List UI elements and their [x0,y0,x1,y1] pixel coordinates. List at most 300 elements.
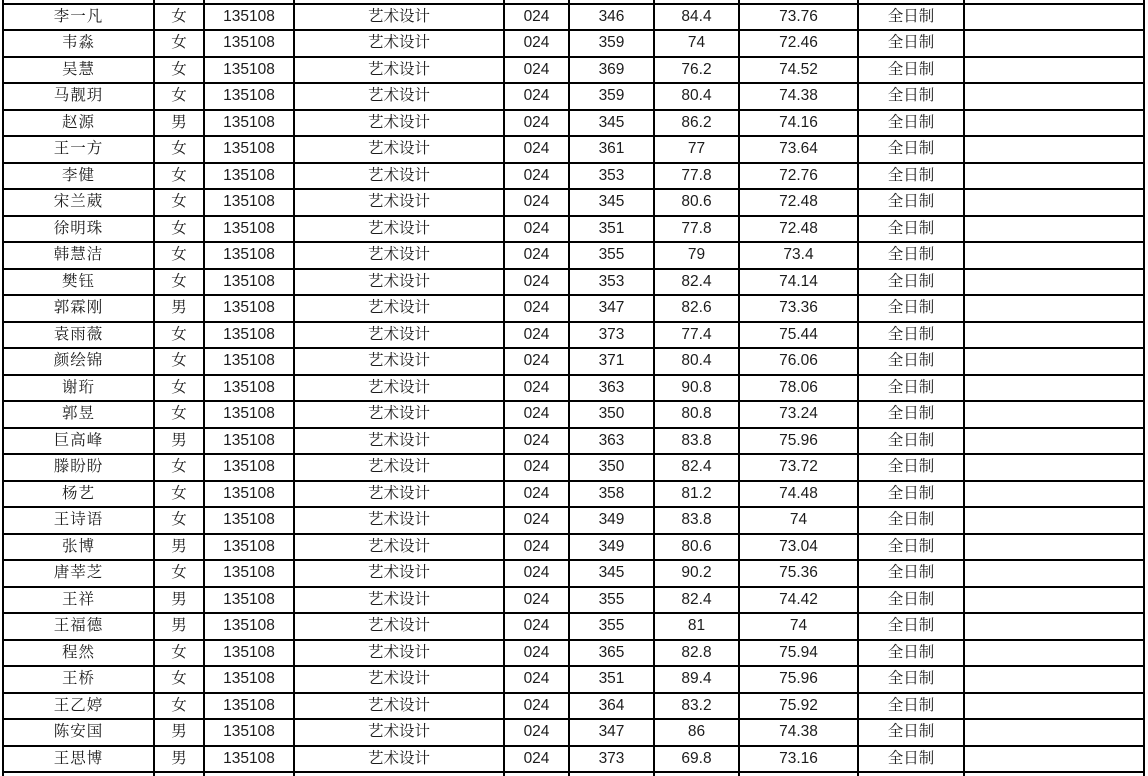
cell-major: 艺术设计 [294,4,504,31]
cell-blank [964,110,1144,137]
cell-major: 艺术设计 [294,481,504,508]
cell-score-secondary: 80.4 [654,83,739,110]
cell-score-total: 363 [569,428,654,455]
cell-blank [964,401,1144,428]
table-row [3,163,1144,190]
cell-blank [964,666,1144,693]
cell-major-code: 135108 [204,666,294,693]
table-row [3,587,1144,614]
cell-name: 程然 [3,640,154,667]
cell-study-mode: 全日制 [858,4,964,31]
cell-score-weighted: 75.96 [739,428,858,455]
cell-study-mode: 全日制 [858,295,964,322]
table-body [3,0,1144,776]
cell-score-secondary: 76.2 [654,57,739,84]
cell-gender: 女 [154,57,204,84]
cell-site-code: 024 [504,83,569,110]
cell-name: 王祥 [3,587,154,614]
cell-site-code: 024 [504,216,569,243]
cell-name: 韩慧洁 [3,242,154,269]
cell-gender: 男 [154,746,204,773]
cell-gender: 男 [154,534,204,561]
cell-blank [964,719,1144,746]
cell-name: 韦淼 [3,30,154,57]
cell-study-mode: 全日制 [858,560,964,587]
cell-score-total: 345 [569,189,654,216]
cell-score-secondary: 82.6 [654,295,739,322]
cell-study-mode: 全日制 [858,401,964,428]
cell-name: 张博 [3,534,154,561]
cell-gender: 男 [154,613,204,640]
cell-name: 樊钰 [3,269,154,296]
cell-site-code: 024 [504,534,569,561]
cell-site-code: 024 [504,719,569,746]
cell-study-mode: 全日制 [858,136,964,163]
cell-site-code: 024 [504,110,569,137]
cell-score-weighted: 72.48 [739,216,858,243]
cell-study-mode: 全日制 [858,110,964,137]
cell-site-code: 024 [504,57,569,84]
cell-name: 陈安国 [3,719,154,746]
cell-study-mode: 全日制 [858,348,964,375]
partial-row [3,772,1144,776]
cell-blank [964,587,1144,614]
cell-blank [964,4,1144,31]
cell-study-mode: 全日制 [858,666,964,693]
cell-name: 巨高峰 [3,428,154,455]
cell-blank [964,136,1144,163]
cell-gender: 女 [154,560,204,587]
cell-blank [964,189,1144,216]
table-row [3,534,1144,561]
cell-blank [964,216,1144,243]
cell-gender: 男 [154,587,204,614]
cell-score-weighted: 73.76 [739,4,858,31]
cell-major-code: 135108 [204,189,294,216]
cell-gender: 女 [154,269,204,296]
table-row [3,57,1144,84]
cell-name: 郭昱 [3,401,154,428]
cell-name: 王诗语 [3,507,154,534]
cell-score-weighted: 73.16 [739,746,858,773]
cell-score-weighted [739,772,858,776]
cell-score-total: 345 [569,560,654,587]
cell-blank [964,560,1144,587]
cell-major-code: 135108 [204,83,294,110]
cell-blank [964,348,1144,375]
cell-major: 艺术设计 [294,269,504,296]
cell-name: 王福德 [3,613,154,640]
cell-gender: 女 [154,454,204,481]
cell-score-total [569,772,654,776]
cell-gender: 女 [154,83,204,110]
cell-major-code: 135108 [204,481,294,508]
cell-score-weighted: 75.92 [739,693,858,720]
cell-major-code: 135108 [204,454,294,481]
cell-major: 艺术设计 [294,163,504,190]
cell-major-code: 135108 [204,507,294,534]
cell-site-code: 024 [504,507,569,534]
cell-name: 李健 [3,163,154,190]
cell-score-secondary: 86 [654,719,739,746]
cell-site-code: 024 [504,30,569,57]
cell-score-secondary: 77.8 [654,163,739,190]
cell-score-total: 350 [569,401,654,428]
cell-score-secondary: 84.4 [654,4,739,31]
cell-site-code: 024 [504,136,569,163]
cell-study-mode: 全日制 [858,481,964,508]
cell-gender: 女 [154,163,204,190]
cell-gender: 女 [154,640,204,667]
cell-major-code: 135108 [204,640,294,667]
cell-site-code [504,772,569,776]
cell-blank [964,295,1144,322]
cell-score-secondary: 77 [654,136,739,163]
cell-score-secondary: 80.6 [654,534,739,561]
cell-major: 艺术设计 [294,560,504,587]
cell-score-total: 364 [569,693,654,720]
cell-score-total: 373 [569,322,654,349]
cell-blank [964,534,1144,561]
cell-study-mode: 全日制 [858,693,964,720]
cell-major-code: 135108 [204,57,294,84]
cell-score-secondary: 80.4 [654,348,739,375]
cell-site-code: 024 [504,269,569,296]
table-row [3,719,1144,746]
cell-blank [964,428,1144,455]
cell-major: 艺术设计 [294,613,504,640]
cell-score-weighted: 73.24 [739,401,858,428]
cell-gender: 女 [154,693,204,720]
cell-site-code: 024 [504,693,569,720]
cell-site-code: 024 [504,587,569,614]
cell-blank [964,57,1144,84]
cell-gender: 女 [154,375,204,402]
table-row [3,136,1144,163]
cell-blank [964,746,1144,773]
cell-blank [964,772,1144,776]
cell-major-code: 135108 [204,375,294,402]
cell-major-code: 135108 [204,136,294,163]
table-row [3,348,1144,375]
cell-score-total: 371 [569,348,654,375]
cell-major: 艺术设计 [294,693,504,720]
cell-major-code: 135108 [204,428,294,455]
table-row [3,481,1144,508]
cell-score-weighted: 74.38 [739,719,858,746]
cell-site-code: 024 [504,560,569,587]
cell-name: 王桥 [3,666,154,693]
cell-score-total: 355 [569,587,654,614]
table-row [3,322,1144,349]
cell-blank [964,481,1144,508]
cell-gender: 女 [154,216,204,243]
table-row [3,693,1144,720]
cell-major: 艺术设计 [294,30,504,57]
cell-major: 艺术设计 [294,534,504,561]
cell-score-secondary: 82.4 [654,454,739,481]
cell-major-code: 135108 [204,719,294,746]
cell-score-weighted: 74.14 [739,269,858,296]
cell-major: 艺术设计 [294,401,504,428]
table-row [3,4,1144,31]
cell-major: 艺术设计 [294,719,504,746]
cell-blank [964,30,1144,57]
cell-site-code: 024 [504,428,569,455]
cell-score-secondary: 69.8 [654,746,739,773]
cell-site-code: 024 [504,163,569,190]
table-row [3,110,1144,137]
cell-major-code: 135108 [204,4,294,31]
cell-gender: 女 [154,242,204,269]
cell-study-mode: 全日制 [858,534,964,561]
cell-name: 郭霖刚 [3,295,154,322]
cell-score-weighted: 73.64 [739,136,858,163]
cell-site-code: 024 [504,454,569,481]
cell-major: 艺术设计 [294,666,504,693]
cell-site-code: 024 [504,746,569,773]
cell-name: 袁雨薇 [3,322,154,349]
cell-score-total: 355 [569,242,654,269]
cell-score-weighted: 78.06 [739,375,858,402]
table-row [3,454,1144,481]
cell-score-total: 351 [569,666,654,693]
cell-blank [964,322,1144,349]
cell-site-code: 024 [504,295,569,322]
cell-score-weighted: 74.42 [739,587,858,614]
cell-gender: 男 [154,428,204,455]
cell-score-weighted: 76.06 [739,348,858,375]
cell-gender: 女 [154,666,204,693]
table-row [3,30,1144,57]
cell-blank [964,454,1144,481]
cell-score-total: 359 [569,83,654,110]
cell-score-total: 346 [569,4,654,31]
cell-score-weighted: 75.96 [739,666,858,693]
cell-major-code: 135108 [204,30,294,57]
table-row [3,375,1144,402]
cell-score-secondary: 82.4 [654,587,739,614]
cell-score-weighted: 74 [739,507,858,534]
cell-name: 王思博 [3,746,154,773]
cell-score-secondary: 79 [654,242,739,269]
table-row [3,242,1144,269]
cell-major: 艺术设计 [294,746,504,773]
cell-major: 艺术设计 [294,428,504,455]
cell-name: 杨艺 [3,481,154,508]
cell-site-code: 024 [504,348,569,375]
cell-score-secondary: 86.2 [654,110,739,137]
cell-score-weighted: 74.48 [739,481,858,508]
cell-score-weighted: 74.38 [739,83,858,110]
cell-score-secondary: 90.8 [654,375,739,402]
cell-score-secondary: 83.8 [654,428,739,455]
cell-name: 赵源 [3,110,154,137]
cell-major: 艺术设计 [294,507,504,534]
cell-study-mode: 全日制 [858,57,964,84]
cell-score-total: 351 [569,216,654,243]
cell-major-code: 135108 [204,746,294,773]
table-row [3,216,1144,243]
cell-score-total: 349 [569,534,654,561]
cell-score-weighted: 72.48 [739,189,858,216]
cell-blank [964,693,1144,720]
cell-score-total: 353 [569,269,654,296]
cell-name: 谢珩 [3,375,154,402]
cell-gender: 女 [154,481,204,508]
cell-major: 艺术设计 [294,189,504,216]
cell-score-total: 359 [569,30,654,57]
cell-score-weighted: 73.36 [739,295,858,322]
cell-major-code: 135108 [204,322,294,349]
cell-major-code: 135108 [204,693,294,720]
cell-study-mode: 全日制 [858,30,964,57]
cell-major: 艺术设计 [294,454,504,481]
cell-study-mode: 全日制 [858,746,964,773]
table-row [3,269,1144,296]
table-row [3,428,1144,455]
cell-name: 颜绘锦 [3,348,154,375]
cell-major: 艺术设计 [294,57,504,84]
cell-gender: 女 [154,189,204,216]
cell-major: 艺术设计 [294,216,504,243]
cell-major-code: 135108 [204,269,294,296]
cell-study-mode: 全日制 [858,189,964,216]
cell-major-code: 135108 [204,613,294,640]
cell-study-mode: 全日制 [858,719,964,746]
cell-site-code: 024 [504,375,569,402]
cell-score-secondary: 90.2 [654,560,739,587]
cell-score-secondary: 81 [654,613,739,640]
cell-name: 王乙婷 [3,693,154,720]
cell-score-weighted: 74.52 [739,57,858,84]
cell-score-total: 349 [569,507,654,534]
student-table [2,0,1145,776]
cell-gender: 女 [154,322,204,349]
table-row [3,295,1144,322]
cell-study-mode [858,772,964,776]
cell-gender [154,772,204,776]
cell-major: 艺术设计 [294,375,504,402]
cell-name: 宋兰葳 [3,189,154,216]
cell-blank [964,83,1144,110]
table-row [3,666,1144,693]
cell-study-mode: 全日制 [858,83,964,110]
cell-name: 李一凡 [3,4,154,31]
table-row [3,613,1144,640]
cell-name: 吴慧 [3,57,154,84]
cell-score-weighted: 73.04 [739,534,858,561]
cell-score-secondary: 77.8 [654,216,739,243]
cell-study-mode: 全日制 [858,507,964,534]
cell-gender: 男 [154,719,204,746]
cell-score-total: 347 [569,719,654,746]
cell-score-total: 373 [569,746,654,773]
cell-major: 艺术设计 [294,110,504,137]
cell-study-mode: 全日制 [858,428,964,455]
cell-score-total: 358 [569,481,654,508]
cell-score-secondary: 89.4 [654,666,739,693]
table-row [3,746,1144,773]
cell-major: 艺术设计 [294,587,504,614]
cell-name: 徐明珠 [3,216,154,243]
cell-site-code: 024 [504,401,569,428]
cell-major-code [204,772,294,776]
cell-score-total: 361 [569,136,654,163]
cell-major-code: 135108 [204,560,294,587]
table-row [3,507,1144,534]
cell-study-mode: 全日制 [858,216,964,243]
cell-name: 王一方 [3,136,154,163]
cell-score-weighted: 72.76 [739,163,858,190]
cell-major: 艺术设计 [294,242,504,269]
cell-score-secondary: 82.8 [654,640,739,667]
cell-gender: 女 [154,30,204,57]
cell-score-secondary: 80.8 [654,401,739,428]
cell-blank [964,613,1144,640]
cell-study-mode: 全日制 [858,375,964,402]
cell-gender: 女 [154,507,204,534]
cell-score-secondary: 81.2 [654,481,739,508]
cell-site-code: 024 [504,640,569,667]
cell-major-code: 135108 [204,216,294,243]
cell-major-code: 135108 [204,163,294,190]
cell-blank [964,507,1144,534]
cell-score-secondary [654,772,739,776]
cell-gender: 女 [154,401,204,428]
cell-study-mode: 全日制 [858,242,964,269]
cell-score-weighted: 73.72 [739,454,858,481]
cell-name: 滕盼盼 [3,454,154,481]
cell-score-total: 347 [569,295,654,322]
table-row [3,83,1144,110]
cell-blank [964,375,1144,402]
cell-study-mode: 全日制 [858,640,964,667]
cell-gender: 女 [154,348,204,375]
cell-major-code: 135108 [204,110,294,137]
cell-blank [964,242,1144,269]
cell-major: 艺术设计 [294,295,504,322]
cell-score-total: 353 [569,163,654,190]
cell-major [294,772,504,776]
cell-name: 马靓玥 [3,83,154,110]
cell-major-code: 135108 [204,295,294,322]
cell-site-code: 024 [504,613,569,640]
table-row [3,401,1144,428]
cell-major-code: 135108 [204,348,294,375]
cell-site-code: 024 [504,322,569,349]
cell-major-code: 135108 [204,534,294,561]
cell-score-secondary: 77.4 [654,322,739,349]
cell-score-weighted: 75.36 [739,560,858,587]
cell-score-total: 363 [569,375,654,402]
cell-study-mode: 全日制 [858,587,964,614]
cell-score-weighted: 72.46 [739,30,858,57]
cell-score-secondary: 80.6 [654,189,739,216]
cell-name [3,772,154,776]
cell-site-code: 024 [504,666,569,693]
cell-major-code: 135108 [204,401,294,428]
cell-study-mode: 全日制 [858,322,964,349]
cell-major: 艺术设计 [294,348,504,375]
table-row [3,560,1144,587]
cell-site-code: 024 [504,189,569,216]
cell-site-code: 024 [504,481,569,508]
cell-major: 艺术设计 [294,322,504,349]
cell-site-code: 024 [504,4,569,31]
cell-major: 艺术设计 [294,83,504,110]
cell-study-mode: 全日制 [858,269,964,296]
